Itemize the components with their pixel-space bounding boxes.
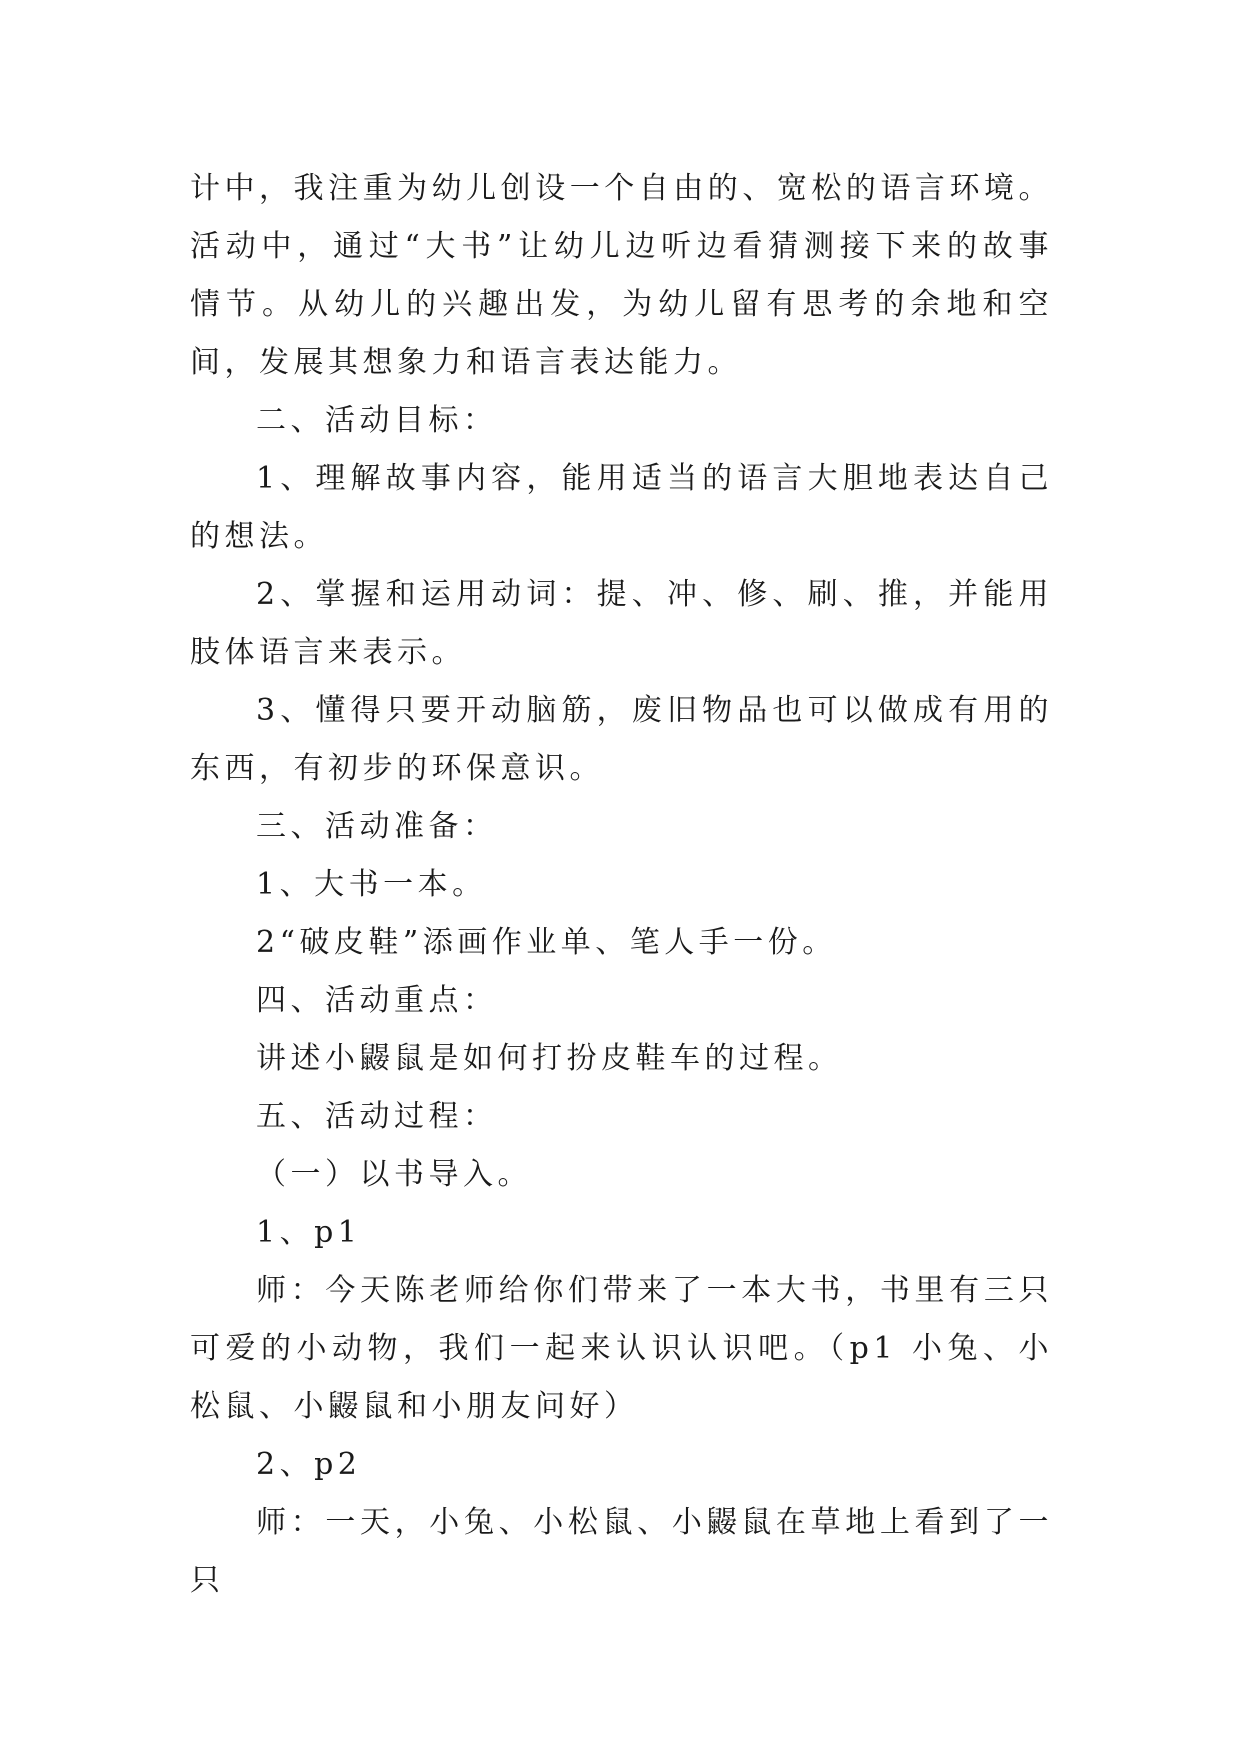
goal-item-2: 2、掌握和运用动词：提、冲、修、刷、推，并能用肢体语言来表示。 bbox=[190, 577, 1053, 670]
goal-item-1: 1、理解故事内容，能用适当的语言大胆地表达自己的想法。 bbox=[190, 461, 1053, 554]
preparation-item-2: 2“破皮鞋”添画作业单、笔人手一份。 bbox=[256, 925, 837, 960]
goal-item-3: 3、懂得只要开动脑筋，废旧物品也可以做成有用的东西，有初步的环保意识。 bbox=[190, 693, 1053, 786]
paragraph-intro-continued: 计中，我注重为幼儿创设一个自由的、宽松的语言环境。活动中，通过“大书”让幼儿边听边看猜测接下来的故事情节。从幼儿的兴趣出发，为幼儿留有思考的余地和空间，发展其想象力和语言表达能力。 bbox=[190, 171, 1053, 380]
focus-item: 讲述小鼹鼠是如何打扮皮鞋车的过程。 bbox=[256, 1041, 843, 1076]
process-step-p1: 1、p1 bbox=[256, 1215, 362, 1250]
preparation-item-1: 1、大书一本。 bbox=[256, 867, 487, 902]
heading-activity-focus: 四、活动重点： bbox=[256, 983, 498, 1018]
teacher-line-1: 师：今天陈老师给你们带来了一本大书，书里有三只可爱的小动物，我们一起来认识认识吧。（p1 小兔、小松鼠、小鼹鼠和小朋友问好） bbox=[190, 1273, 1053, 1424]
heading-activity-goals: 二、活动目标： bbox=[256, 403, 498, 438]
process-step-p2: 2、p2 bbox=[256, 1447, 362, 1482]
process-subheading-1: （一）以书导入。 bbox=[256, 1157, 532, 1192]
heading-activity-process: 五、活动过程： bbox=[256, 1099, 498, 1134]
document-body bbox=[190, 160, 1053, 1610]
heading-activity-preparation: 三、活动准备： bbox=[256, 809, 498, 844]
teacher-line-2: 师：一天，小兔、小松鼠、小鼹鼠在草地上看到了一只 bbox=[190, 1505, 1053, 1598]
